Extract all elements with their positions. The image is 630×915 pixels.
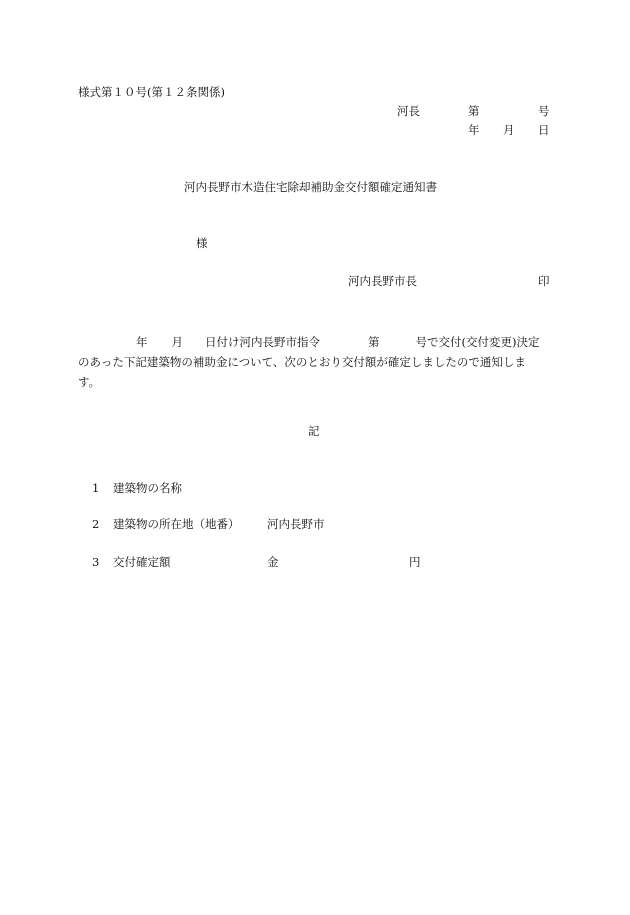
body-text-2: 号で交付(交付変更)決定	[415, 335, 540, 349]
seal-mark: 印	[538, 274, 550, 288]
body-line-1	[78, 332, 552, 352]
item-1-label: 建築物の名称	[113, 481, 182, 495]
item-3-label: 交付確定額	[113, 555, 171, 569]
date-month-label: 月	[503, 123, 515, 137]
body-line-2: のあった下記建築物の補助金について、次のとおり交付額が確定しましたので通知しま	[78, 355, 526, 369]
body-text-1: 日付け河内長野市指令	[205, 335, 320, 349]
body-month-label: 月	[171, 335, 183, 349]
item-2-number: 2	[92, 517, 100, 531]
document-title: 河内長野市木造住宅除却補助金交付額確定通知書	[184, 180, 437, 194]
item-1-number: 1	[92, 481, 100, 495]
body-line-3: す。	[78, 375, 101, 389]
item-2-value: 河内長野市	[267, 517, 325, 531]
body-paragraph	[78, 332, 552, 392]
doc-number-suffix: 号	[538, 104, 550, 118]
ki-heading: 記	[308, 424, 320, 438]
date-year-label: 年	[468, 123, 480, 137]
date-day-label: 日	[538, 123, 550, 137]
item-2-label: 建築物の所在地（地番）	[113, 517, 240, 531]
doc-number-prefix: 第	[468, 104, 480, 118]
form-number: 様式第１０号(第１２条関係)	[78, 85, 225, 99]
sender-name: 河内長野市長	[348, 274, 417, 288]
item-3-number: 3	[92, 555, 100, 569]
recipient-suffix: 様	[196, 236, 208, 250]
issuer-abbrev: 河長	[397, 104, 420, 118]
item-3-suffix: 円	[409, 555, 421, 569]
item-3-prefix: 金	[267, 555, 279, 569]
body-dai: 第	[368, 335, 380, 349]
body-year-label: 年	[136, 335, 148, 349]
